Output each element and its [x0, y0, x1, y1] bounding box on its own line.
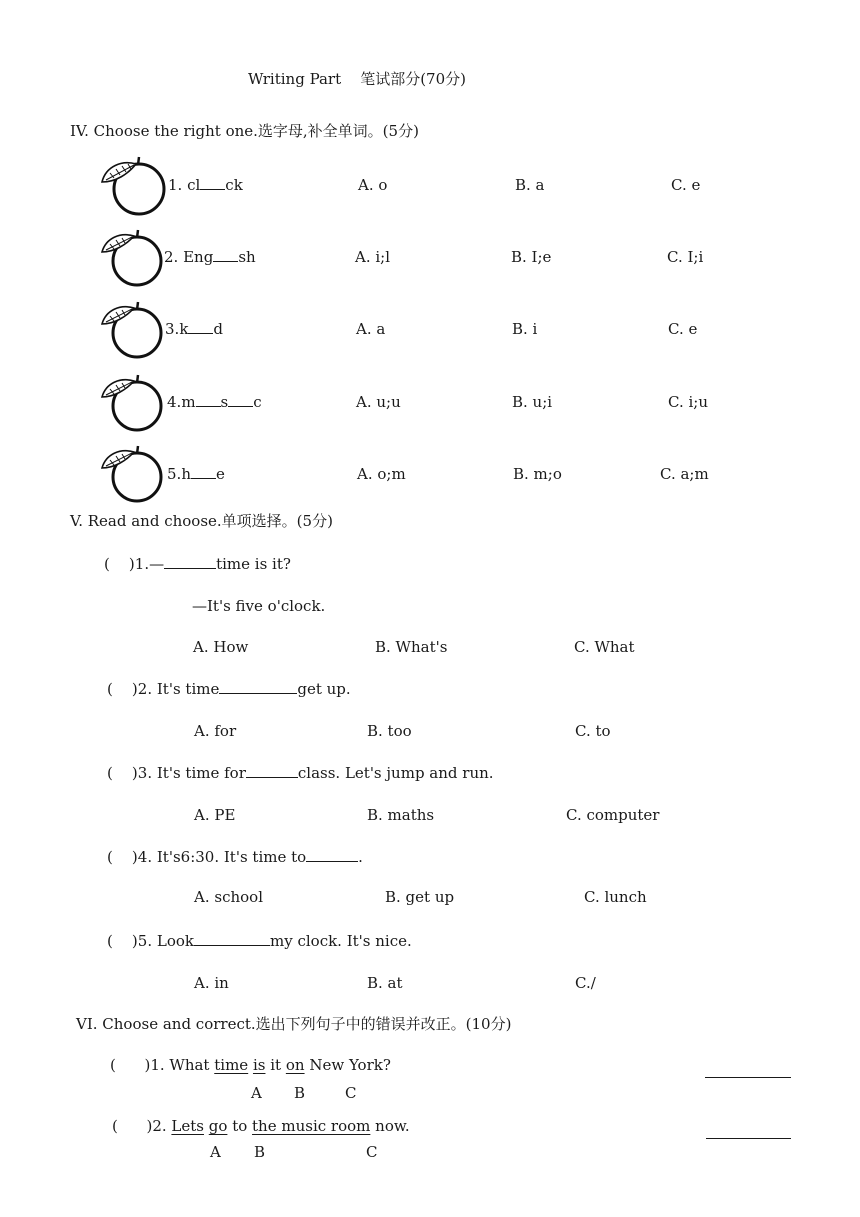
- s5-q1: ( )1.— time is it?: [104, 555, 291, 573]
- s5-q1-option-b: B. What's: [375, 638, 448, 656]
- s5-q3-option-c: C. computer: [566, 806, 660, 824]
- s4-item-1-option-c: C. e: [671, 176, 701, 194]
- s6-q2-label-b: B: [254, 1143, 266, 1161]
- s4-item-5-option-a: A. o;m: [357, 465, 406, 483]
- s6-q1: ( )1. What time is it on New York?: [110, 1056, 391, 1074]
- section-5-heading: V. Read and choose.单项选择。(5分): [70, 512, 333, 530]
- s6-q2-label-a: A: [210, 1143, 221, 1161]
- s4-item-5-option-c: C. a;m: [660, 465, 709, 483]
- answer-paren[interactable]: ( ): [107, 680, 138, 698]
- s5-q1-reply: —It's five o'clock.: [192, 597, 326, 615]
- s6-q2: ( )2. Lets go to the music room now.: [112, 1117, 410, 1135]
- page-title: Writing Part 笔试部分(70分): [248, 70, 466, 88]
- apple-icon: [100, 444, 168, 504]
- s4-item-2-option-b: B. I;e: [511, 248, 552, 266]
- s6-q1-label-b: B: [294, 1084, 306, 1102]
- apple-icon: [100, 373, 168, 433]
- answer-paren[interactable]: ( ): [110, 1056, 151, 1074]
- s4-item-1: 1. cl ck: [168, 176, 243, 194]
- apple-icon: [100, 300, 168, 360]
- s5-q1-option-a: A. How: [193, 638, 249, 656]
- s5-q2: ( )2. It's time get up.: [107, 680, 351, 698]
- apple-icon: [100, 228, 168, 288]
- s5-q4-option-c: C. lunch: [584, 888, 647, 906]
- s5-q4-option-a: A. school: [194, 888, 263, 906]
- s4-item-4-option-a: A. u;u: [356, 393, 401, 411]
- s5-q3-option-b: B. maths: [367, 806, 435, 824]
- section-4-heading: IV. Choose the right one.选字母,补全单词。(5分): [70, 122, 419, 140]
- s5-q4: ( )4. It's6:30. It's time to .: [107, 848, 363, 866]
- s4-item-4-option-b: B. u;i: [512, 393, 553, 411]
- s6-q1-label-a: A: [251, 1084, 262, 1102]
- s4-item-2-option-c: C. I;i: [667, 248, 704, 266]
- s6-q1-label-c: C: [345, 1084, 357, 1102]
- answer-paren[interactable]: ( ): [112, 1117, 153, 1135]
- s4-item-1-option-a: A. o: [358, 176, 388, 194]
- s5-q5-option-c: C./: [575, 974, 596, 992]
- s5-q5: ( )5. Look my clock. It's nice.: [107, 932, 412, 950]
- s4-item-3-option-a: A. a: [356, 320, 386, 338]
- answer-paren[interactable]: ( ): [107, 848, 138, 866]
- correction-answer-line[interactable]: [705, 1077, 791, 1078]
- s4-item-4: 4.m s c: [167, 393, 262, 411]
- answer-paren[interactable]: ( ): [107, 932, 138, 950]
- s4-item-3: 3.k d: [165, 320, 224, 338]
- s4-item-4-option-c: C. i;u: [668, 393, 708, 411]
- s4-item-3-option-c: C. e: [668, 320, 698, 338]
- s5-q5-option-b: B. at: [367, 974, 403, 992]
- s6-q2-label-c: C: [366, 1143, 378, 1161]
- s5-q2-option-a: A. for: [194, 722, 237, 740]
- s5-q4-option-b: B. get up: [385, 888, 455, 906]
- s4-item-5: 5.h e: [167, 465, 225, 483]
- answer-paren[interactable]: ( ): [104, 555, 135, 573]
- s5-q2-option-b: B. too: [367, 722, 412, 740]
- s4-item-2: 2. Eng sh: [164, 248, 256, 266]
- s5-q5-option-a: A. in: [194, 974, 229, 992]
- s4-item-2-option-a: A. i;l: [355, 248, 391, 266]
- correction-answer-line[interactable]: [706, 1138, 791, 1139]
- s4-item-1-option-b: B. a: [515, 176, 545, 194]
- apple-icon: [100, 156, 168, 216]
- s5-q3: ( )3. It's time for class. Let's jump and run.: [107, 764, 494, 782]
- s5-q1-option-c: C. What: [574, 638, 635, 656]
- section-6-heading: VI. Choose and correct.选出下列句子中的错误并改正。(10分): [76, 1015, 512, 1033]
- s5-q3-option-a: A. PE: [194, 806, 236, 824]
- s4-item-3-option-b: B. i: [512, 320, 538, 338]
- s4-item-5-option-b: B. m;o: [513, 465, 562, 483]
- s5-q2-option-c: C. to: [575, 722, 611, 740]
- answer-paren[interactable]: ( ): [107, 764, 138, 782]
